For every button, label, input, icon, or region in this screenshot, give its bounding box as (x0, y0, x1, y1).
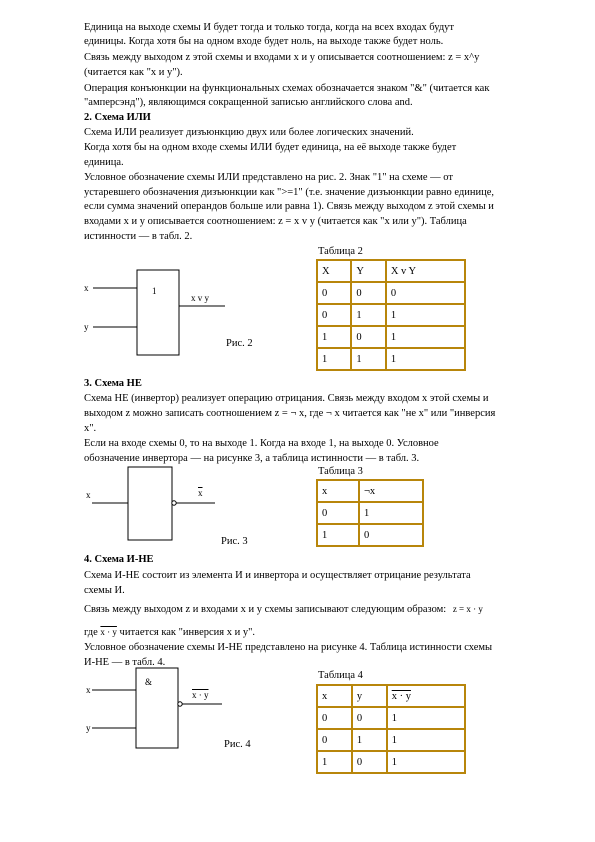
table-cell: 1 (317, 348, 351, 370)
table-cell: 1 (351, 348, 385, 370)
table-cell: 1 (352, 729, 387, 751)
s3-line-2: выходом z можно записать соотношением z = ¬ x, где ¬ x читается как "не x" или "инверсия (84, 408, 496, 419)
table-cell: X (317, 260, 351, 282)
table-cell: 0 (352, 707, 387, 729)
table-3-caption: Таблица 3 (318, 466, 363, 477)
s4-relation-text: Связь между выходом z и входами x и y схемы записывают следующим образом: (84, 604, 447, 615)
intro-line-2: единицы. Когда хотя бы на одном входе будет ноль, на выходе также будет ноль. (84, 36, 444, 47)
table-cell: 1 (317, 751, 352, 773)
table-cell: 0 (359, 524, 423, 546)
s4-where-pre: где (84, 627, 98, 638)
table-cell: 1 (387, 751, 465, 773)
intro-line-5: Операция конъюнкции на функциональных схемах обозначается знаком "&" (читается как (84, 83, 490, 94)
s4-line-1: Схема И-НЕ состоит из элемента И и инвертора и осуществляет отрицание результата (84, 570, 471, 581)
s2-line-4: Условное обозначение схемы ИЛИ представлено на рис. 2. Знак "1" на схеме — от (84, 172, 453, 183)
s4-relation-formula: z = x · y (452, 604, 483, 614)
table-2-caption: Таблица 2 (318, 246, 363, 257)
s4-where-post: читается как "инверсия x и y". (119, 627, 255, 638)
s2-line-6: если сумма значений операндов больше или равна 1). Связь между выходом z этой схемы и (84, 201, 494, 212)
nand-input-y-label: y (86, 723, 91, 733)
not-output-label: $\overline{x}$ (198, 488, 203, 498)
table-cell: ¬x (359, 480, 423, 502)
intro-line-1: Единица на выходе схемы И будет тогда и только тогда, когда на всех входах будут (84, 22, 454, 33)
nand-output-label: x · y (192, 690, 209, 700)
s2-line-7: входами x и y описывается соотношением: z = x v y (читается как "x или y"). Таблица (84, 216, 467, 227)
table-cell: 1 (359, 502, 423, 524)
s4-line-4: И-НЕ — в табл. 4. (84, 657, 166, 668)
table-cell: 1 (317, 326, 351, 348)
table-cell: 1 (387, 707, 465, 729)
not-input-x-label: x (86, 490, 91, 500)
table-cell: 1 (317, 524, 359, 546)
intro-line-4: (читается как "x и y"). (84, 67, 183, 78)
table-cell: x · y (387, 685, 465, 707)
s2-line-5: устаревшего обозначения дизъюнкции как ">=1" (т.е. значение дизъюнкции равно единице, (84, 187, 495, 198)
table-cell: 0 (317, 729, 352, 751)
table-cell: 0 (386, 282, 465, 304)
s3-line-1: Схема НЕ (инвертор) реализует операцию отрицания. Связь между входом x этой схемы и (84, 393, 489, 404)
s2-line-2: Когда хотя бы на одном входе схемы ИЛИ будет единица, на её выходе также будет (84, 142, 457, 153)
section-4-heading: 4. Схема И-НЕ (84, 554, 154, 565)
table-cell: y (352, 685, 387, 707)
fig-3-caption: Рис. 3 (221, 536, 248, 547)
or-output-label: x v y (191, 293, 209, 303)
or-input-y-label: y (84, 322, 89, 332)
s2-line-8: истинности — в табл. 2. (84, 231, 193, 242)
table-cell: 0 (317, 282, 351, 304)
table-cell: x (317, 685, 352, 707)
table-cell: 1 (386, 348, 465, 370)
table-4-caption: Таблица 4 (318, 670, 363, 681)
intro-line-6: "амперсэнд"), являющимся сокращенной записью английского слова and. (84, 97, 413, 108)
s2-line-1: Схема ИЛИ реализует дизъюнкцию двух или более логических значений. (84, 127, 414, 138)
table-cell: 1 (387, 729, 465, 751)
table-cell: 0 (317, 707, 352, 729)
table-cell: 0 (351, 282, 385, 304)
section-2-heading: 2. Схема ИЛИ (84, 112, 151, 123)
table-cell: X v Y (386, 260, 465, 282)
table-cell: 1 (386, 304, 465, 326)
table-cell: 1 (386, 326, 465, 348)
nand-input-x-label: x (86, 685, 91, 695)
s3-line-3: x". (84, 423, 97, 434)
table-cell: 0 (317, 502, 359, 524)
or-gate-symbol: 1 (152, 286, 157, 296)
s2-line-3: единица. (84, 157, 124, 168)
or-input-x-label: x (84, 283, 89, 293)
s4-line-2: схемы И. (84, 585, 125, 596)
table-cell: 0 (351, 326, 385, 348)
fig-2-caption: Рис. 2 (226, 338, 253, 349)
s4-where-formula: x · y (100, 627, 117, 637)
nand-gate-symbol: & (145, 677, 153, 687)
table-cell: 0 (317, 304, 351, 326)
table-cell: 0 (352, 751, 387, 773)
section-3-heading: 3. Схема НЕ (84, 378, 142, 389)
s3-line-5: обозначение инвертора — на рисунке 3, а таблица истинности — в табл. 3. (84, 453, 420, 464)
fig-4-caption: Рис. 4 (224, 739, 251, 750)
table-cell: Y (351, 260, 385, 282)
intro-line-3: Связь между выходом z этой схемы и входами x и y описывается соотношением: z = x^y (84, 52, 480, 63)
table-cell: x (317, 480, 359, 502)
s4-line-3: Условное обозначение схемы И-НЕ представлено на рисунке 4. Таблица истинности схемы (84, 642, 493, 653)
s3-line-4: Если на входе схемы 0, то на выходе 1. Когда на входе 1, на выходе 0. Условное (84, 438, 439, 449)
table-cell: 1 (351, 304, 385, 326)
